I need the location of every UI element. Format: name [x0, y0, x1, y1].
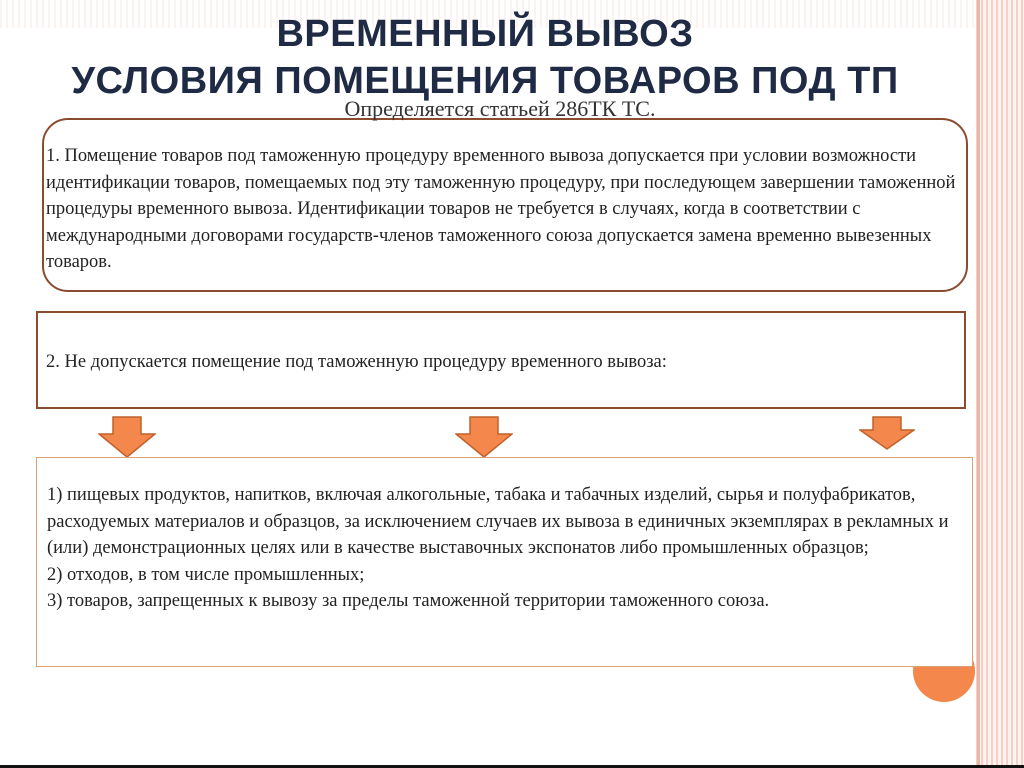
- list-item: 3) товаров, запрещенных к вывозу за пределы таможенной территории таможенного союза.: [47, 591, 770, 611]
- list-item: 2) отходов, в том числе промышленных;: [47, 564, 365, 585]
- condition-1-text: 1. Помещение товаров под таможенную процедуру временного вывоза допускается при условии возможности идентификации товаров, помещаемых под эту таможенную процедуру, при последующем завершении таможенной процедуры временного вывоза. Идентификации товаров не требуется в случаях, когда в соответствии с международными договорами государств-членов таможенного союза допускается замена временно вывезенных товаров.: [46, 146, 956, 272]
- condition-2-text: 2. Не допускается помещение под таможенную процедуру временного вывоза:: [46, 352, 667, 372]
- list-item: 1) пищевых продуктов, напитков, включая алкогольные, табака и табачных изделий, сырья и полуфабрикатов, расходуемых материалов и образцов, за исключением случаев их вывоза в единичных экземплярах в рекламных и (или) демонстрационных целях или в качестве выставочных экспонатов либо промышленных образцов;: [47, 485, 949, 558]
- slide-title-line-2: УСЛОВИЯ ПОМЕЩЕНИЯ ТОВАРОВ ПОД ТП: [71, 60, 899, 102]
- slide-subtitle: Определяется статьей 286ТК ТС.: [344, 96, 656, 121]
- prohibited-goods-list: [47, 482, 967, 615]
- slide-title-line-1: ВРЕМЕННЫЙ ВЫВОЗ: [276, 13, 694, 55]
- down-arrow-icon: [859, 416, 915, 450]
- down-arrow-icon: [455, 416, 513, 458]
- down-arrow-icon: [98, 416, 156, 458]
